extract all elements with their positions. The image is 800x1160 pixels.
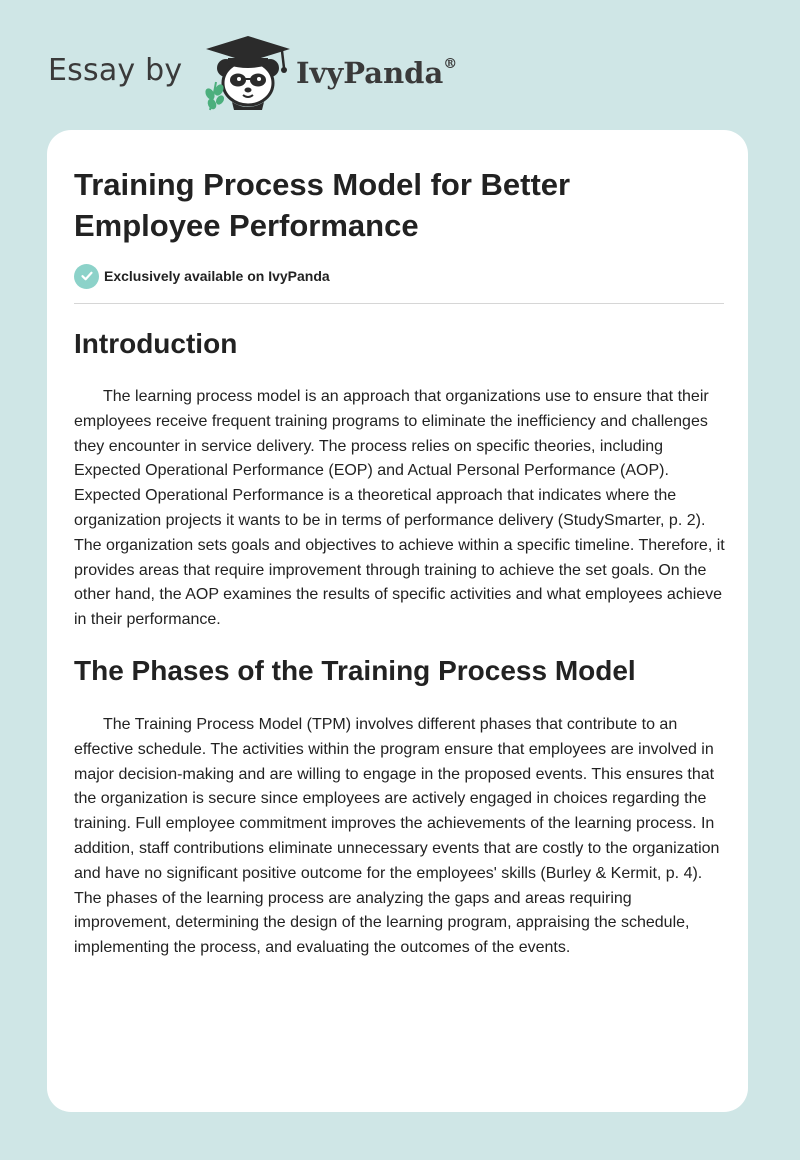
exclusive-badge — [74, 263, 330, 289]
section-paragraph-phases: The Training Process Model (TPM) involves different phases that contribute to an effective schedule. The activities within the program ensure that employees are involved in major decision-making and are willing to engage in the proposed events. This ensures that the organization is secure since employees are actively engaged in choices regarding the training. Full employee commitment improves the achievements of the learning process. In addition, staff contributions eliminate unnecessary events that are costly to the organization and have no significant positive outcome for the employees' skills (Burley & Kermit, p. 4). The phases of the learning process are analyzing the gaps and areas requiring improvement, determining the design of the learning program, appraising the schedule, implementing the process, and evaluating the outcomes of the events. — [74, 716, 720, 957]
registered-mark: ® — [443, 56, 458, 73]
brand-label: IvyPanda — [296, 56, 444, 90]
section-heading-phases: The Phases of the Training Process Model — [74, 655, 636, 686]
section-heading-introduction: Introduction — [74, 328, 238, 359]
article-title: Training Process Model for Better Employee Performance — [74, 167, 571, 243]
article-card — [47, 130, 748, 1112]
section-paragraph-introduction: The learning process model is an approach that organizations use to ensure that their employees receive frequent training programs to eliminate the inefficiency and challenges they encounter in service delivery. The process relies on specific theories, including Expected Operational Performance (EOP) and Actual Personal Performance (AOP). Expected Operational Performance is a theoretical approach that indicates where the organization projects it wants to be in terms of performance delivery (StudySmarter, p. 2). The organization sets goals and objectives to achieve within a specific timeline. Therefore, it provides areas that require improvement through training to achieve the set goals. On the other hand, the AOP examines the results of specific activities and what employees achieve in their performance. — [74, 388, 725, 629]
site-header — [48, 34, 508, 114]
divider — [74, 303, 724, 304]
check-circle-icon — [74, 264, 99, 289]
brand-name[interactable] — [296, 56, 457, 90]
essay-by-label: Essay by — [48, 53, 183, 88]
badge-label: Exclusively available on IvyPanda — [104, 268, 330, 284]
panda-graduate-icon[interactable] — [202, 34, 294, 112]
